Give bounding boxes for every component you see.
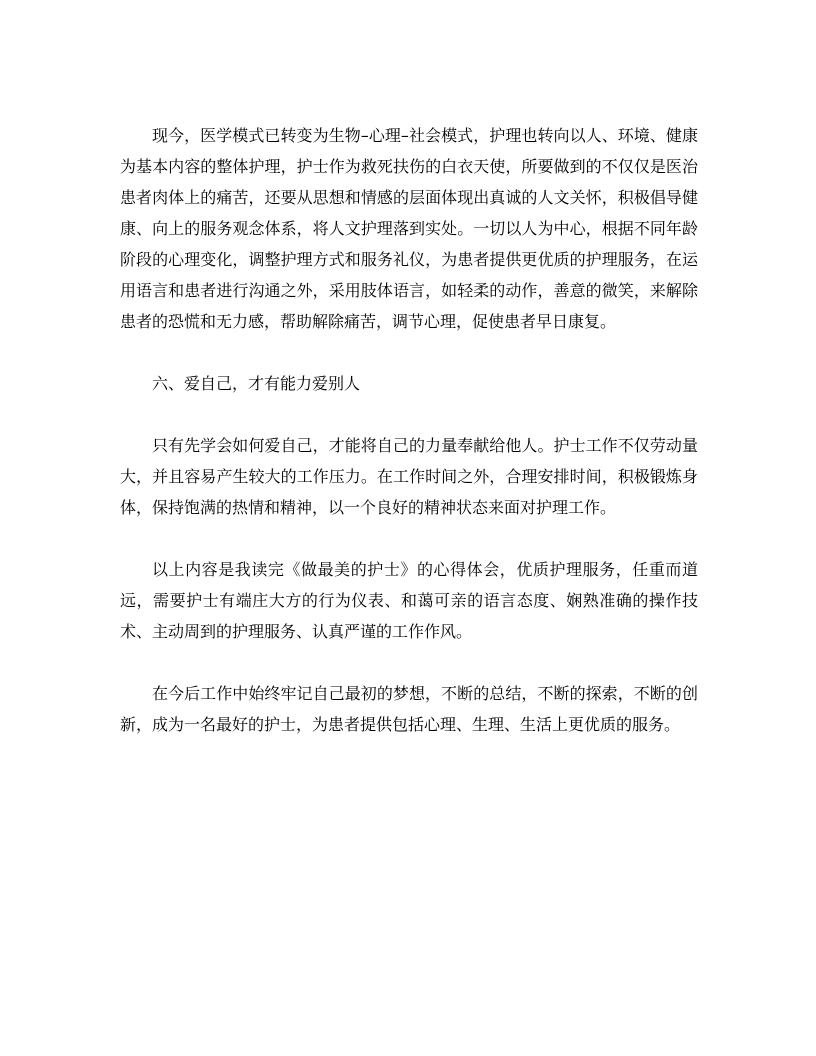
document-body	[120, 120, 698, 771]
paragraph-love-yourself: 只有先学会如何爱自己，才能将自己的力量奉献给他人。护士工作不仅劳动量大，并且容易产生较大的工作压力。在工作时间之外，合理安排时间，积极锻炼身体，保持饱满的热情和精神，以一个良好的精神状态来面对护理工作。	[120, 436, 698, 517]
section-heading-love-yourself: 六、爱自己，才有能力爱别人	[152, 374, 361, 393]
paragraph-future-work: 在今后工作中始终牢记自己最初的梦想，不断的总结，不断的探索，不断的创新，成为一名最好的护士，为患者提供包括心理、生理、生活上更优质的服务。	[120, 684, 698, 734]
paragraph-reading-reflection: 以上内容是我读完《做最美的护士》的心得体会，优质护理服务，任重而道远，需要护士有端庄大方的行为仪表、和蔼可亲的语言态度、娴熟准确的操作技术、主动周到的护理服务、认真严谨的工作作风。	[120, 560, 698, 641]
paragraph-medical-model: 现今，医学模式已转变为生物–心理–社会模式，护理也转向以人、环境、健康为基本内容的整体护理，护士作为救死扶伤的白衣天使，所要做到的不仅仅是医治患者肉体上的痛苦，还要从思想和情感的层面体现出真诚的人文关怀，积极倡导健康、向上的服务观念体系，将人文护理落到实处。一切以人为中心，根据不同年龄阶段的心理变化，调整护理方式和服务礼仪，为患者提供更优质的护理服务，在运用语言和患者进行沟通之外，采用肢体语言，如轻柔的动作，善意的微笑，来解除患者的恐慌和无力感，帮助解除痛苦，调节心理，促使患者早日康复。	[120, 126, 698, 331]
